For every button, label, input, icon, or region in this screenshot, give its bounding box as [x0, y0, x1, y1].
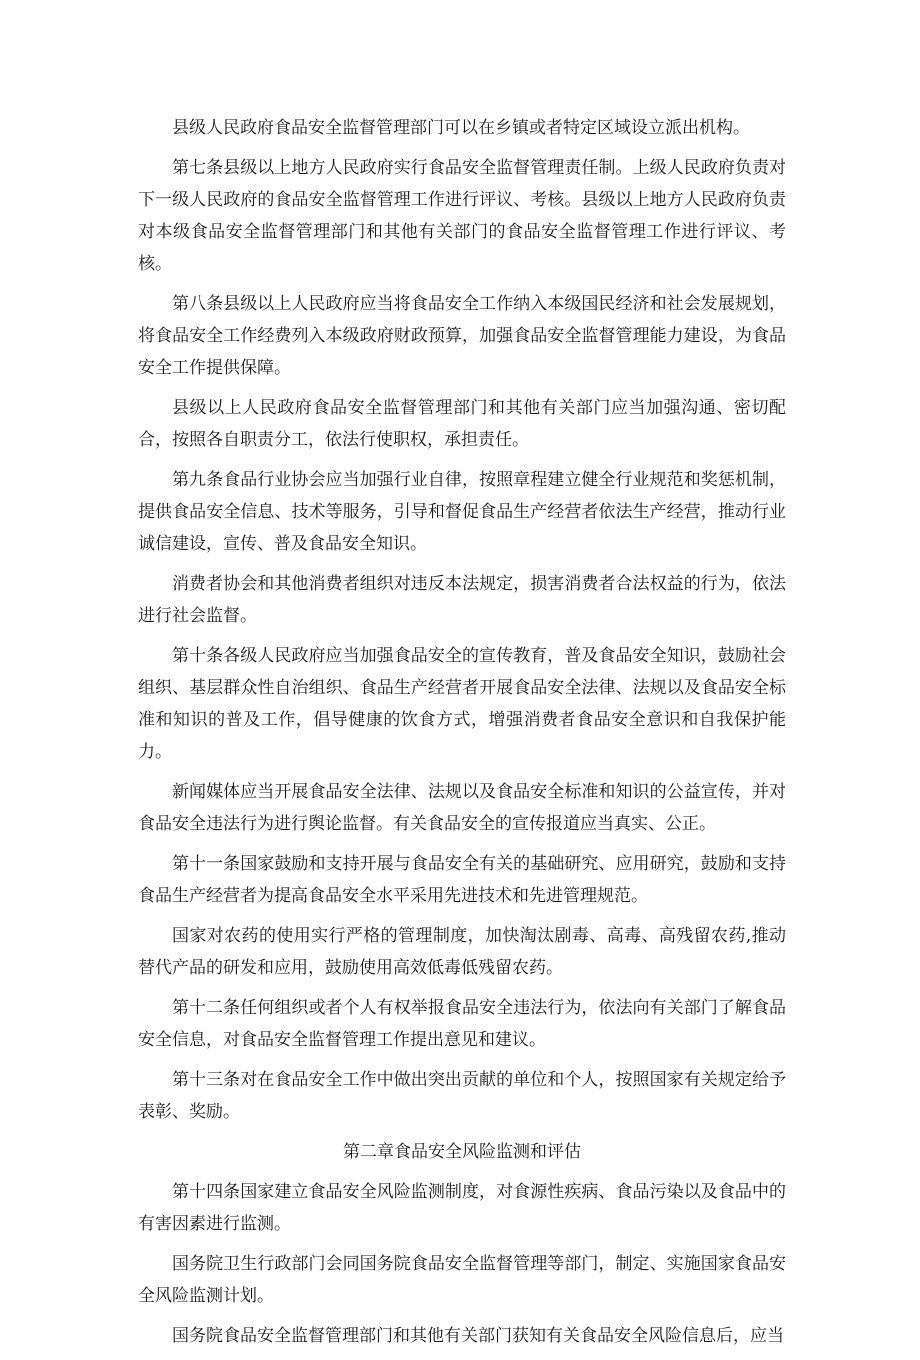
- paragraph: 国家对农药的使用实行严格的管理制度，加快淘汰剧毒、高毒、高残留农药,推动替代产品的研发和应用，鼓励使用高效低毒低残留农药。: [138, 926, 786, 978]
- paragraph: 国务院食品安全监督管理部门和其他有关部门获知有关食品安全风险信息后，应当: [172, 1326, 784, 1346]
- paragraph: 第十条各级人民政府应当加强食品安全的宣传教育，普及食品安全知识，鼓励社会组织、基层群众性自治组织、食品生产经营者开展食品安全法律、法规以及食品安全标准和知识的普及工作，倡导健康的饮食方式，增强消费者食品安全意识和自我保护能力。: [138, 646, 786, 762]
- paragraph: 第八条县级以上人民政府应当将食品安全工作纳入本级国民经济和社会发展规划，将食品安全工作经费列入本级政府财政预算，加强食品安全监督管理能力建设，为食品安全工作提供保障。: [138, 294, 786, 378]
- paragraph: 县级人民政府食品安全监督管理部门可以在乡镇或者特定区域设立派出机构。: [172, 118, 750, 138]
- document-page: [138, 112, 786, 1360]
- paragraph: 第十一条国家鼓励和支持开展与食品安全有关的基础研究、应用研究，鼓励和支持食品生产经营者为提高食品安全水平采用先进技术和先进管理规范。: [138, 854, 786, 906]
- paragraph: 第十三条对在食品安全工作中做出突出贡献的单位和个人，按照国家有关规定给予表彰、奖励。: [138, 1070, 786, 1122]
- paragraph: 第九条食品行业协会应当加强行业自律，按照章程建立健全行业规范和奖惩机制，提供食品安全信息、技术等服务，引导和督促食品生产经营者依法生产经营，推动行业诚信建设，宣传、普及食品安全知识。: [138, 470, 786, 554]
- paragraph: 国务院卫生行政部门会同国务院食品安全监督管理等部门，制定、实施国家食品安全风险监测计划。: [138, 1254, 786, 1306]
- paragraph: 县级以上人民政府食品安全监督管理部门和其他有关部门应当加强沟通、密切配合，按照各自职责分工，依法行使职权，承担责任。: [138, 398, 786, 450]
- paragraph: 第十四条国家建立食品安全风险监测制度，对食源性疾病、食品污染以及食品中的有害因素进行监测。: [138, 1182, 786, 1234]
- paragraph: 第七条县级以上地方人民政府实行食品安全监督管理责任制。上级人民政府负责对下一级人民政府的食品安全监督管理工作进行评议、考核。县级以上地方人民政府负责对本级食品安全监督管理部门和其他有关部门的食品安全监督管理工作进行评议、考核。: [138, 158, 786, 274]
- paragraph: 第十二条任何组织或者个人有权举报食品安全违法行为，依法向有关部门了解食品安全信息，对食品安全监督管理工作提出意见和建议。: [138, 998, 786, 1050]
- paragraph: 消费者协会和其他消费者组织对违反本法规定，损害消费者合法权益的行为，依法进行社会监督。: [138, 574, 786, 626]
- paragraph: 新闻媒体应当开展食品安全法律、法规以及食品安全标准和知识的公益宣传，并对食品安全违法行为进行舆论监督。有关食品安全的宣传报道应当真实、公正。: [138, 782, 786, 834]
- chapter-heading: 第二章食品安全风险监测和评估: [343, 1142, 581, 1162]
